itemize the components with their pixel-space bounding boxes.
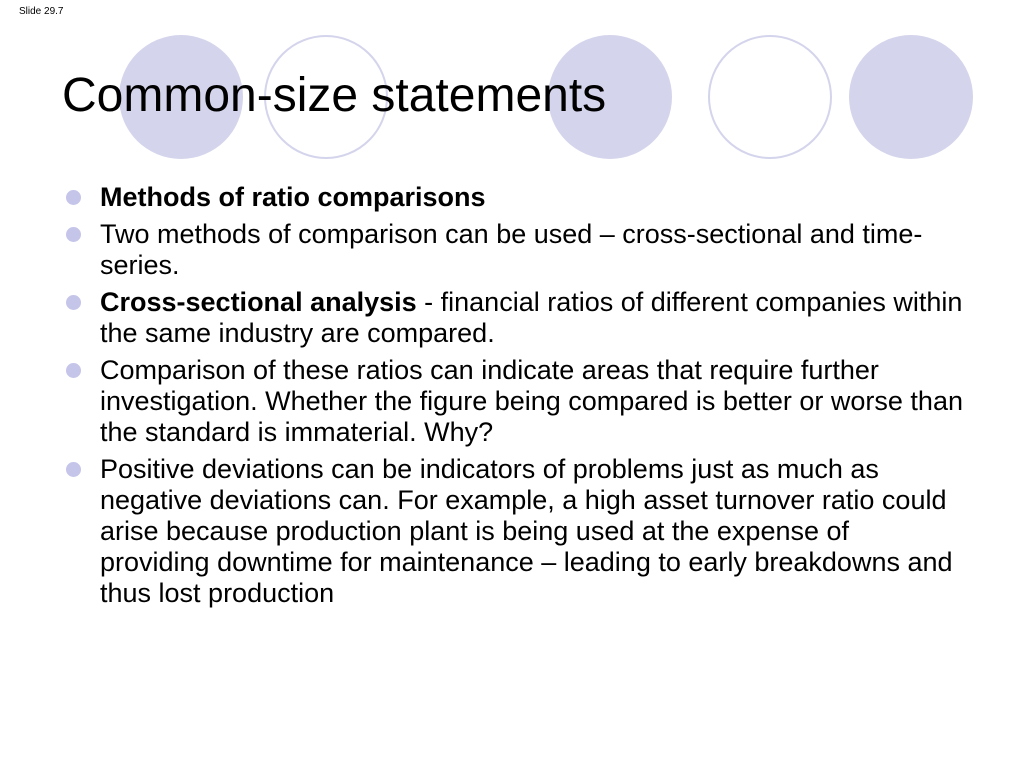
bullet-bold-text: Cross-sectional analysis (100, 287, 417, 317)
bullet-dot-icon (66, 227, 81, 242)
bullet-bold-text: Methods of ratio comparisons (100, 182, 486, 212)
bullet-text: Positive deviations can be indicators of problems just as much as negative deviations can. For example, a high asset turnover ratio could arise because production plant is being used at the expense of providing downtime for maintenance – leading to early breakdowns and thus lost production (100, 454, 953, 608)
bullet-text: Two methods of comparison can be used – cross-sectional and time-series. (100, 219, 923, 280)
bullet-dot-icon (66, 295, 81, 310)
bullet-dot-icon (66, 363, 81, 378)
bullet-item (66, 287, 966, 349)
bullet-item (66, 219, 966, 281)
bullet-text: Comparison of these ratios can indicate areas that require further investigation. Whether the figure being compared is better or worse than the standard is immaterial. Why? (100, 355, 963, 447)
bullet-list (66, 182, 966, 615)
bullet-item (66, 454, 966, 609)
decorative-circle-filled (849, 35, 973, 159)
bullet-dot-icon (66, 462, 81, 477)
bullet-item (66, 182, 966, 213)
bullet-item (66, 355, 966, 448)
bullet-dot-icon (66, 190, 81, 205)
slide-number: Slide 29.7 (19, 6, 64, 17)
decorative-circle-outline (708, 35, 832, 159)
slide-title: Common-size statements (62, 69, 607, 122)
bullet-text: - financial ratios of different companies within the same industry are compared. (100, 287, 963, 348)
